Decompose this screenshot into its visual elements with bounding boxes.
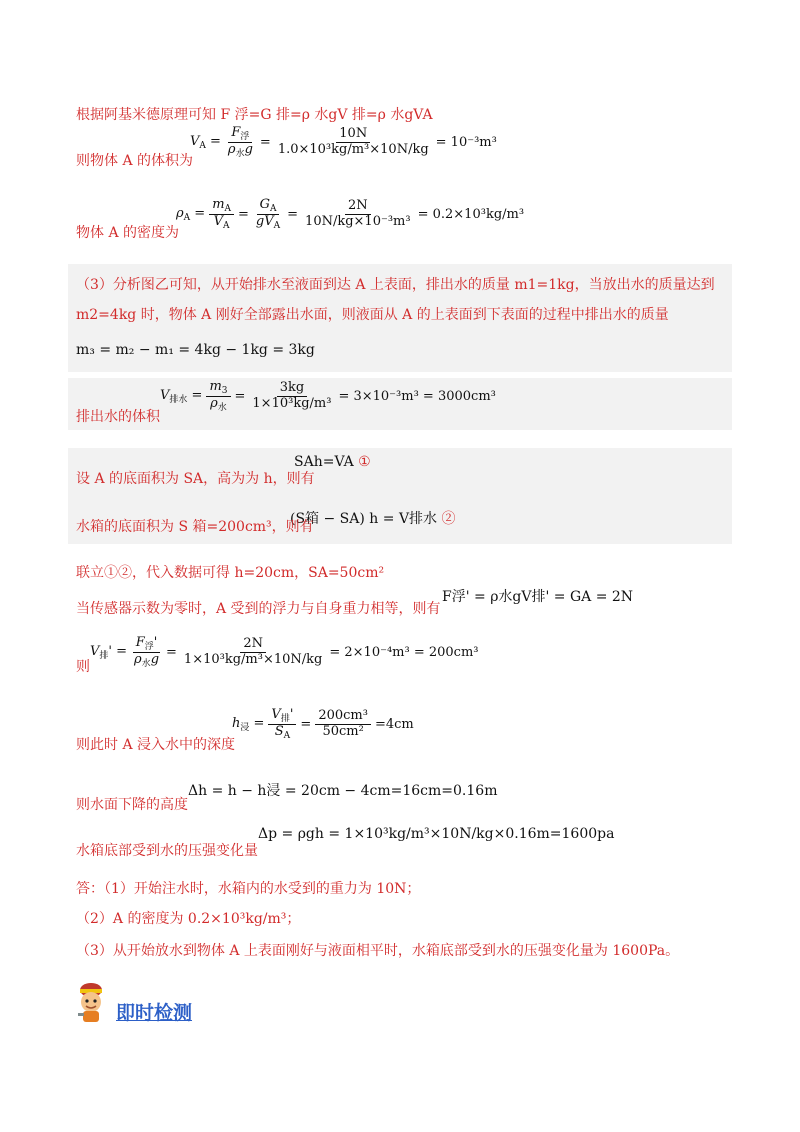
- solve-line: 联立①②，代入数据可得 h=20cm，SA=50cm²: [76, 565, 385, 581]
- displaced-volume-equation: $V_排'$ = $\frac{F_浮'}{\rho_水g}$ = $\frac{2N}{\text{1×10³kg/m³×10N/kg}}$ = 2×10⁻⁴m³ = 200cm³: [90, 635, 479, 670]
- mass-difference-equation: m₃ = m₂ − m₁ = 4kg − 1kg = 3kg: [76, 342, 315, 358]
- immersion-depth-equation: $h_浸$ = $\frac{V_排'}{S_A}$ = $\frac{\text{200cm³}}{\text{50cm²}}$ =4cm: [232, 707, 414, 742]
- drain-volume-equation: $V_{排水}$ = $\frac{m_3}{\rho_水}$ = $\frac{3kg}{\text{1×10³kg/m³}}$ = 3×10⁻³m³ = 3000cm³: [160, 379, 496, 414]
- drain-volume-label: 排出水的体积: [76, 409, 160, 425]
- part3-line-2: m2=4kg 时，物体 A 刚好全部露出水面，则液面从 A 的上表面到下表面的过程中排出水的质量: [76, 307, 669, 323]
- density-label: 物体 A 的密度为: [76, 225, 180, 241]
- drop-label: 则水面下降的高度: [76, 797, 188, 813]
- pressure-label: 水箱底部受到水的压强变化量: [76, 843, 258, 859]
- circle-marker-1: ①: [358, 454, 371, 470]
- volume-label: 则物体 A 的体积为: [76, 153, 194, 169]
- pressure-equation: Δp = ρgh = 1×10³kg/m³×10N/kg×0.16m=1600pa: [258, 826, 615, 842]
- circle-marker-2: ②: [441, 511, 456, 527]
- tank-area-line: 水箱的底面积为 S 箱=200cm³，则有: [76, 519, 314, 535]
- archimedes-line: 根据阿基米德原理可知 F 浮=G 排=ρ 水gV 排=ρ 水gVA: [76, 107, 433, 123]
- answer-1: 答：（1）开始注水时，水箱内的水受到的重力为 10N；: [76, 881, 421, 897]
- part3-line-1: （3）分析图乙可知，从开始排水至液面到达 A 上表面，排出水的质量 m1=1kg，当放出水的质量达到: [76, 277, 715, 293]
- volume-equation: $V_A$ = $\frac{F_浮}{\rho_水g}$ = $\frac{10N}{\text{1.0×10³kg/m³×10N/kg}}$ = 10⁻³m³: [190, 125, 497, 160]
- equation-1: SAh=VA ①: [294, 454, 371, 470]
- answer-3: （3）从开始放水到物体 A 上表面刚好与液面相平时，水箱底部受到水的压强变化量为 1600Pa。: [76, 943, 680, 959]
- mascot-icon: [72, 980, 110, 1024]
- buoyancy-equation: F浮' = ρ水gV排' = GA = 2N: [442, 589, 634, 605]
- set-area-line: 设 A 的底面积为 SA，高为为 h，则有: [76, 471, 315, 487]
- density-equation: $\rho_A$ = $\frac{m_A}{V_A}$ = $\frac{G_A}{gV_A}$ = $\frac{2N}{\text{10N/kg×10⁻³m³}}$ = 0.2×10³kg/m³: [176, 197, 525, 232]
- section-title: 即时检测: [116, 1002, 193, 1024]
- equation-2: (S箱 − SA) h = V排水 ②: [290, 511, 456, 527]
- sensor-zero-line: 当传感器示数为零时，A 受到的浮力与自身重力相等，则有: [76, 601, 441, 617]
- then-label: 则: [76, 659, 90, 675]
- answer-2: （2）A 的密度为 0.2×10³kg/m³；: [76, 911, 301, 927]
- water-drop-equation: Δh = h − h浸 = 20cm − 4cm=16cm=0.16m: [188, 783, 498, 799]
- depth-label: 则此时 A 浸入水中的深度: [76, 737, 236, 753]
